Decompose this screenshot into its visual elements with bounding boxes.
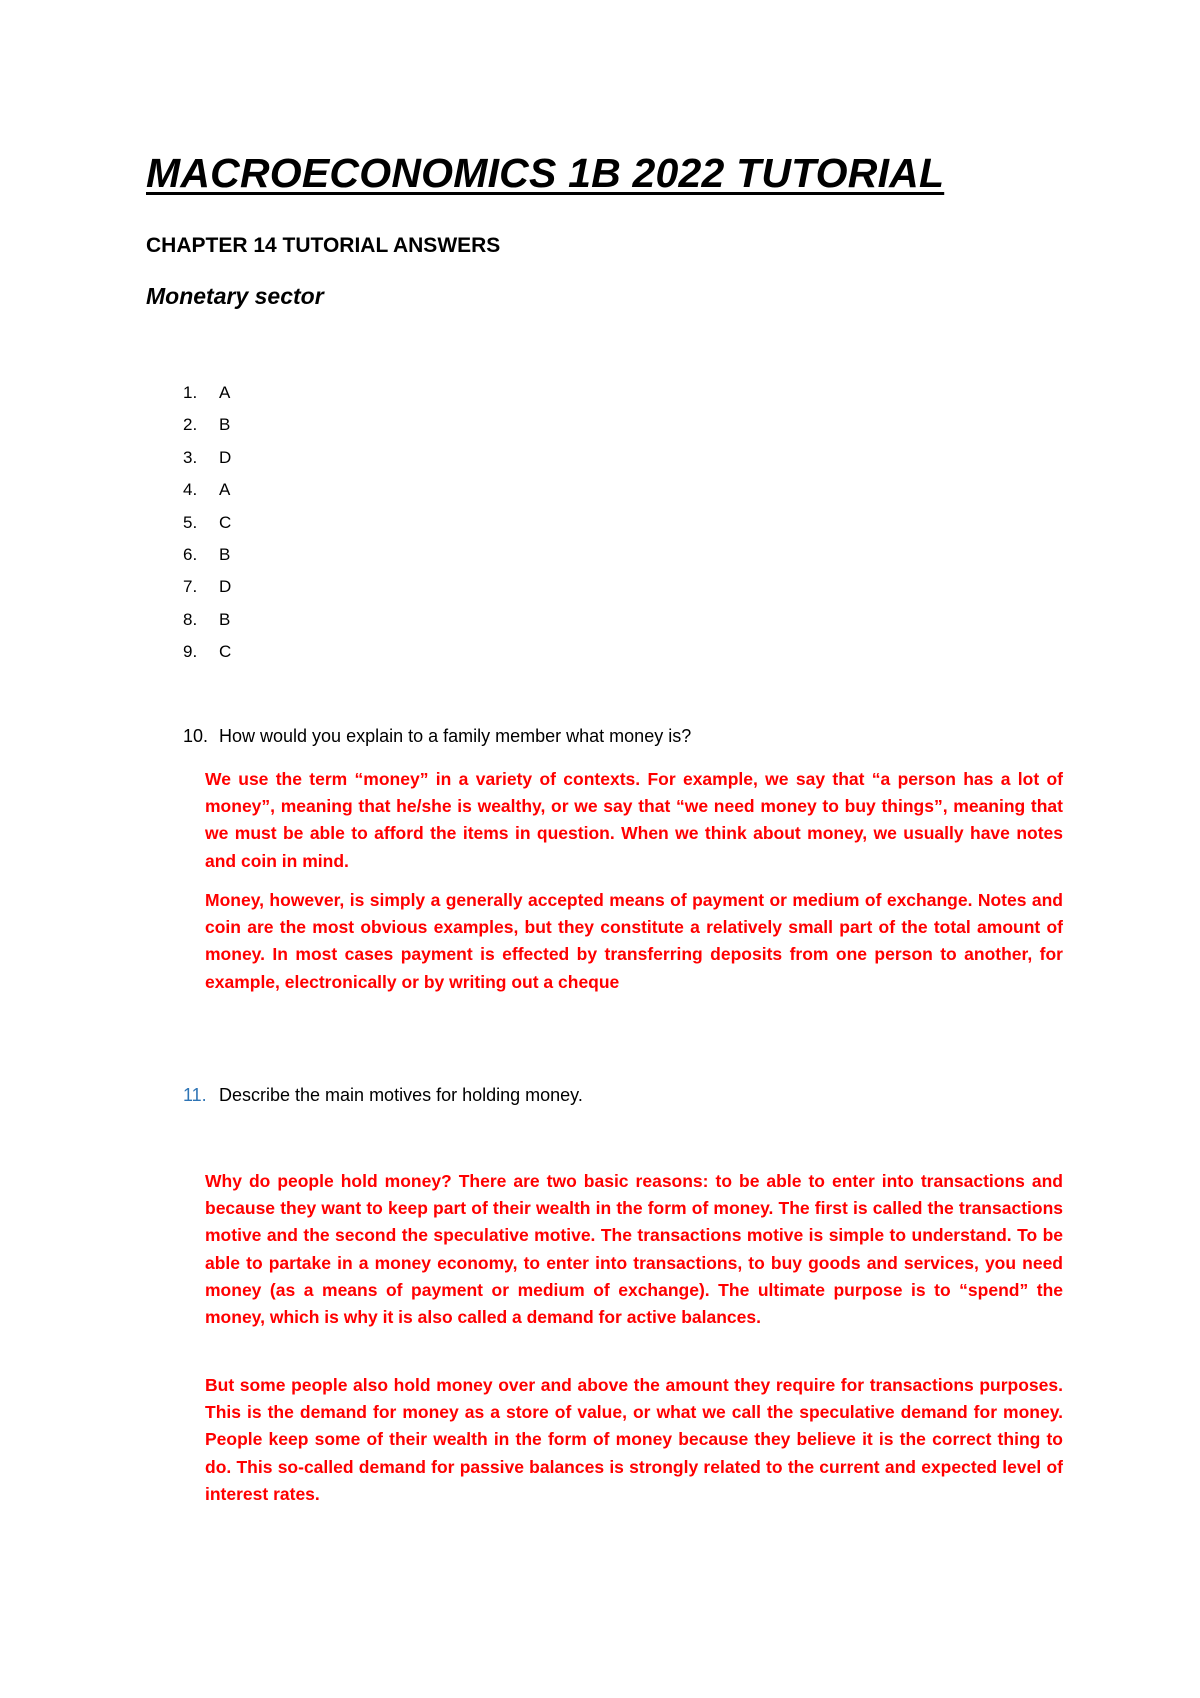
chapter-heading: CHAPTER 14 TUTORIAL ANSWERS	[146, 234, 501, 257]
mcq-answer-item	[183, 377, 231, 409]
mcq-answer: C	[219, 642, 232, 662]
mcq-number: 1.	[183, 383, 198, 402]
mcq-number: 7.	[183, 577, 198, 597]
mcq-answer-item	[183, 474, 231, 506]
question-11	[183, 1085, 583, 1106]
answer-11-paragraph-1: Why do people hold money? There are two basic reasons: to be able to enter into transactions and because they want to keep part of their wealth in the form of money. The first is called the transactions motive and the second the speculative motive. The transactions motive is simple to understand. To be able to partake in a money economy, to enter into transactions, to buy goods and services, you need money (as a means of payment or medium of exchange). The ultimate purpose is to “spend” the money, which is why it is also called a demand for active balances.	[205, 1171, 1063, 1328]
mcq-answer: A	[219, 480, 231, 500]
mcq-number: 4.	[183, 480, 198, 500]
mcq-answer: A	[219, 383, 231, 402]
mcq-answer-item	[183, 571, 231, 603]
mcq-answer: B	[219, 609, 231, 629]
mcq-number: 9.	[183, 642, 198, 662]
question-number: 11.	[183, 1085, 207, 1105]
mcq-answer: B	[219, 415, 231, 435]
mcq-answer-item	[183, 604, 231, 636]
mcq-number: 5.	[183, 512, 198, 532]
answer-10-paragraph-1: We use the term “money” in a variety of contexts. For example, we say that “a person has a lot of money”, meaning that he/she is wealthy, or we say that “we need money to buy things”, meaning that we must be able to afford the items in question. When we think about money, we usually have notes and coin in mind.	[205, 769, 1063, 871]
question-text: How would you explain to a family member what money is?	[219, 726, 692, 746]
mcq-number: 3.	[183, 447, 198, 467]
mcq-number: 8.	[183, 609, 198, 629]
mcq-answer: D	[219, 577, 232, 597]
mcq-answer-list	[183, 377, 231, 669]
mcq-answer: B	[219, 544, 231, 564]
answer-11-paragraph-2: But some people also hold money over and above the amount they require for transactions purposes. This is the demand for money as a store of value, or what we call the speculative demand for money. People keep some of their wealth in the form of money because they believe it is the correct thing to do. This so-called demand for passive balances is strongly related to the current and expected level of interest rates.	[205, 1375, 1063, 1504]
mcq-answer-item	[183, 442, 231, 474]
answer-10-paragraph-2: Money, however, is simply a generally accepted means of payment or medium of exchange. Notes and coin are the most obvious examples, but they constitute a relatively small part of the total amount of money. In most cases payment is effected by transferring deposits from one person to another, for example, electronically or by writing out a cheque	[205, 890, 1063, 992]
question-number: 10.	[183, 726, 209, 746]
question-10	[183, 726, 691, 747]
mcq-answer-item	[183, 539, 231, 571]
mcq-number: 2.	[183, 415, 198, 435]
mcq-answer: D	[219, 447, 232, 467]
mcq-answer: C	[219, 512, 232, 532]
question-text: Describe the main motives for holding money.	[219, 1085, 583, 1105]
mcq-answer-item	[183, 409, 231, 441]
mcq-answer-item	[183, 636, 231, 668]
mcq-number: 6.	[183, 544, 198, 564]
document-title: MACROECONOMICS 1B 2022 TUTORIAL	[146, 150, 945, 196]
mcq-answer-item	[183, 507, 231, 539]
section-heading: Monetary sector	[146, 283, 324, 309]
